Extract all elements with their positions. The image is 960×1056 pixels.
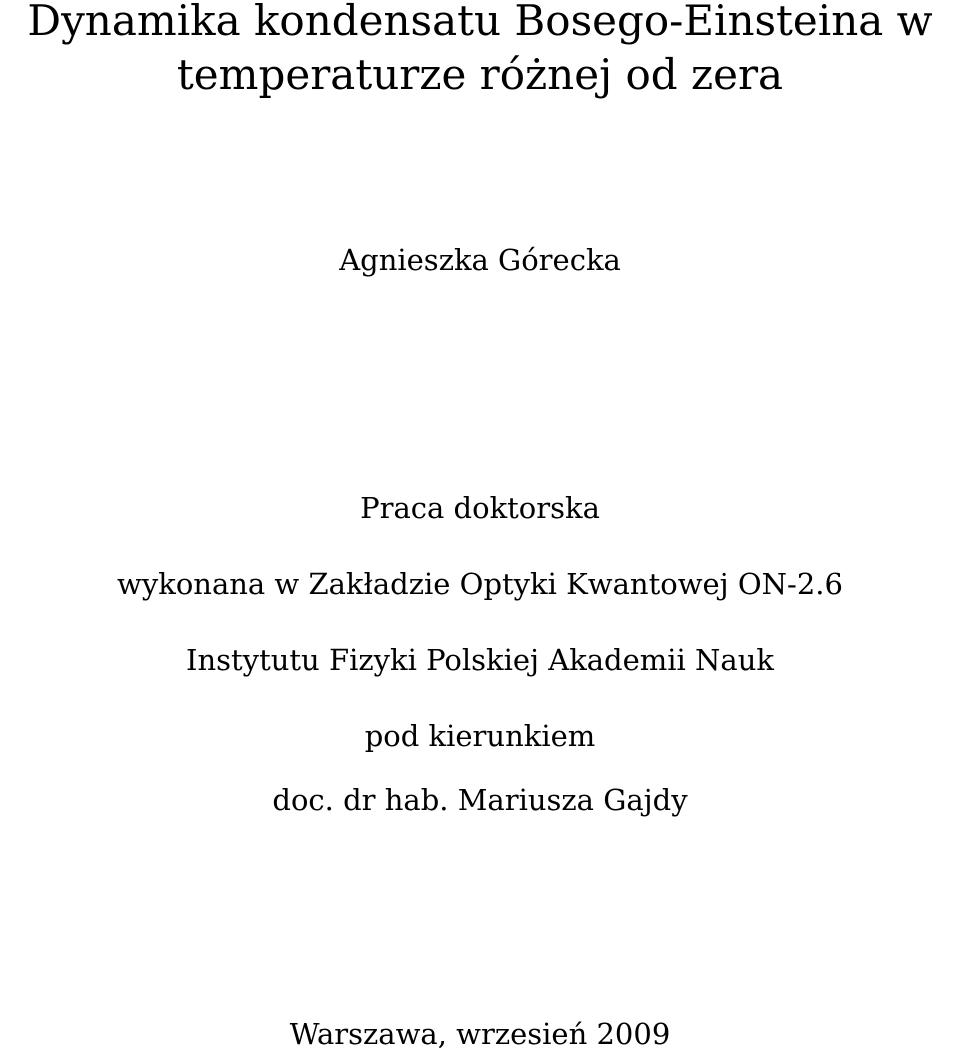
thesis-type: Praca doktorska bbox=[360, 491, 600, 525]
department-line: wykonana w Zakładzie Optyki Kwantowej ON-2.6 bbox=[117, 567, 843, 601]
thesis-title-line-1: Dynamika kondensatu Bosego-Einsteina w bbox=[27, 0, 933, 45]
thesis-title-line-2: temperaturze różnej od zera bbox=[176, 50, 784, 99]
institute-line: Instytutu Fizyki Polskiej Akademii Nauk bbox=[186, 643, 774, 677]
supervision-label: pod kierunkiem bbox=[364, 719, 596, 753]
author-name: Agnieszka Górecka bbox=[339, 243, 621, 277]
supervisor-name: doc. dr hab. Mariusza Gajdy bbox=[272, 783, 688, 817]
place-and-date: Warszawa, wrzesień 2009 bbox=[289, 1017, 671, 1051]
